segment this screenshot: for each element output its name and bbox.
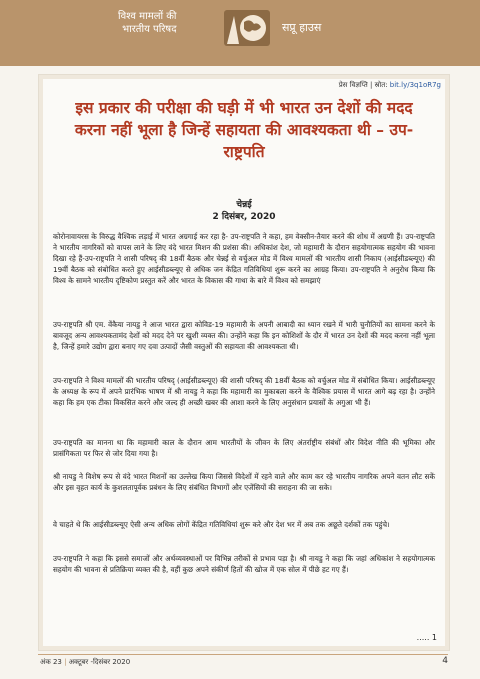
issue-number: अंक 23 (40, 658, 62, 666)
body-paragraph: उप-राष्ट्रपति श्री एम. वेंकैया नायडु ने आज भारत द्वारा कोविड-19 महामारी के अपनी आबादी का ध्यान रखने में भारी चुनौतियों का सामना करने के बावजूद अन्य आवश्यकतामंद देशों को मदद देने पर खुशी व्यक्त की। उन्होंने कहा कि इन कोशिशों के दौर में भारत उन देशों की मदद करना नहीं भूला है, जिन्हें हमारे उद्योग द्वारा बनाए गए दवा उत्पादों जैसी वस्तुओं की सहायता की आवश्यकता थी। (53, 320, 435, 351)
dateline-date: 2 दिसंबर, 2020 (212, 212, 276, 222)
source-line (339, 81, 441, 90)
issue-period: अक्टूबर -दिसंबर 2020 (68, 658, 131, 666)
org-name (118, 10, 177, 36)
body-paragraph: उप-राष्ट्रपति ने कहा कि इससे समाजों और अर्थव्यवस्थाओं पर विभिन्न तरीकों से प्रभाव पड़ा है। श्री नायडु ने कहा कि जहां अधिकांश ने सहयोगात्मक सहयोग की भावना से प्रतिक्रिया व्यक्त की है, वहीं कुछ अपने संकीर्ण हितों की खोज में एक सोल में पीछे हट गए हैं। (53, 554, 435, 574)
body-paragraph: उप-राष्ट्रपति का मानना था कि महामारी काल के दौरान आम भारतीयों के जीवन के लिए अंतर्राष्ट्रीय संबंधों और विदेश नीति की भूमिका और प्रासंगिकता पर फिर से जोर दिया गया है। (53, 438, 435, 458)
separator: | (64, 658, 69, 666)
issue-info (40, 658, 130, 667)
body-paragraph: श्री नायडु ने विशेष रूप से वंदे भारत मिशनों का उल्लेख किया जिससे विदेशों में रहने वाले और काम कर रहे भारतीय नागरिक अपने वतन लौट सकें और इस वृहत कार्य के कुशलतापूर्वक प्रबंधन के लिए संबंधित विभागों और एजेंसियों की सराहना की जा सके। (53, 472, 435, 492)
header-band (0, 0, 480, 66)
body-paragraph: वे चाहते थे कि आईसीडब्ल्यूए ऐसी अन्य अधिक लोगों केंद्रित गतिविधियां शुरू करे और देश भर में अब तक अछूते दर्शकों तक पहुंचे। (53, 520, 390, 529)
source-link[interactable]: bit.ly/3q1oR7g (389, 81, 441, 89)
icwa-logo-icon (222, 8, 272, 48)
org-line1: विश्व मामलों की (118, 11, 177, 22)
headline: इस प्रकार की परीक्षा की घड़ी में भी भारत उन देशों की मदद करना नहीं भूला है जिन्हें सहायता की आवश्यकता थी – उप-राष्ट्रपति (74, 99, 414, 161)
source-label: प्रेस विज्ञप्ति | स्रोत: (338, 81, 388, 89)
sapru-house: सप्रू हाउस (282, 21, 322, 34)
footer-rule (38, 654, 448, 655)
body-paragraph: उप-राष्ट्रपति ने विश्व मामलों की भारतीय परिषद् (आईसीडब्ल्यूए) की शासी परिषद् की 18वीं बैठक को वर्चुअल मोड में संबोधित किया। आईसीडब्ल्यूए के अध्यक्ष के रूप में अपने प्रारंभिक भाषण में श्री नायडु ने कहा कि महामारी का मुकाबला करने के वैश्विक प्रयास में भारत आगे बढ़ रहा है। उन्होंने कहा कि हम एक टीका विकसित करने और जल्द ही अच्छी खबर की आशा करने के लिए अनुसंधान प्रयासों के अगुआ भी हैं। (53, 376, 435, 407)
press-release-card (38, 74, 450, 651)
lead-paragraph: कोरोनावायरस के विरुद्ध वैश्विक लड़ाई में भारत अग्रगाई कर रहा है- उप-राष्ट्रपति ने कहा, हम वेक्सीन-तैयार करने की शोध में अग्रणी हैं। उप-राष्ट्रपति ने भारतीय नागरिकों को वापस लाने के लिए वंदे भारत मिशन की प्रशंसा की। अधिकांश देश, जो महामारी के दौरान सहयोगात्मक सहयोग की भावना दिखा रहे हैं-उप-राष्ट्रपति ने शासी परिषद् की 18वीं बैठक और चेन्नई से वर्चुअल मोड में विश्व मामलों की भारतीय शासी निकाय (आईसीडब्ल्यूए) की 19वीं बैठक को संबोधित करते हुए आईसीडब्ल्यूए से अधिक जन केंद्रित गतिविधियां शुरू करने का आग्रह किया। उप-राष्ट्रपति ने अनुरोध किया कि विश्व के सामने भारतीय दृष्टिकोण प्रस्तुत करें और भारत के विकास की गाथा के बारे में विश्व को समझाएं (53, 232, 435, 285)
org-line2: भारतीय परिषद (122, 24, 177, 35)
page-number: 4 (442, 656, 448, 666)
continued-marker: ..... 1 (416, 633, 437, 642)
dateline-place: चेन्नई (236, 200, 252, 210)
